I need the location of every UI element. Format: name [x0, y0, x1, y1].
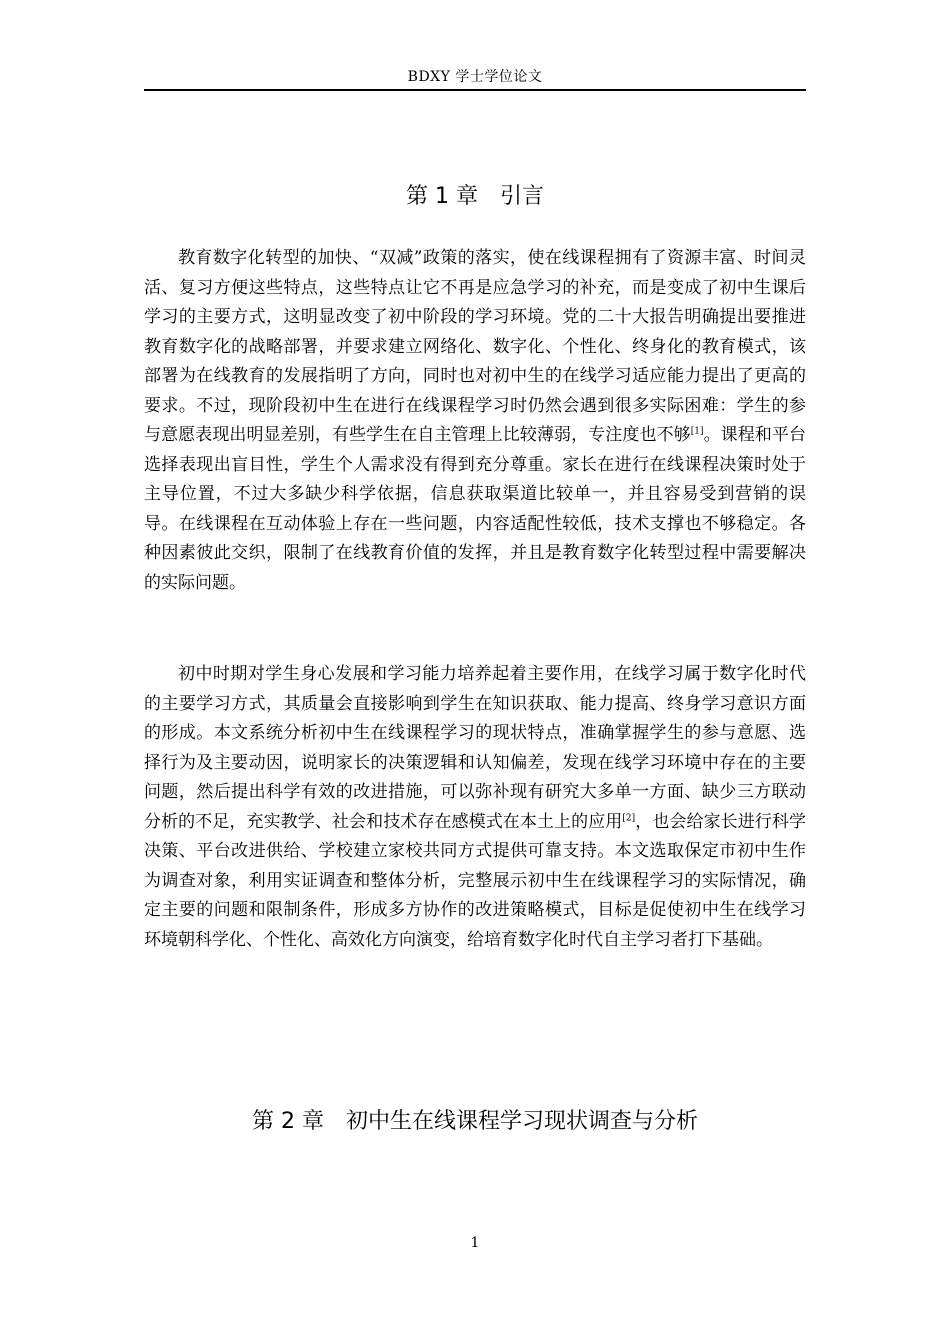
paragraph-2-text-b: ，也会给家长进行科学决策、平台改进供给、学校建立家校共同方式提供可靠支持。本文选取保定市初中生作为调查对象，利用实证调查和整体分析，完整展示初中生在线课程学习的实际情况，确定主要的问题和限制条件，形成多方协作的改进策略模式，目标是促使初中生在线学习环境朝科学化、个性化、高效化方向演变，给培育数字化时代自主学习者打下基础。	[144, 811, 807, 950]
paragraph-2-text-a: 初中时期对学生身心发展和学习能力培养起着主要作用，在线学习属于数字化时代的主要学习方式，其质量会直接影响到学生在知识获取、能力提高、终身学习意识方面的形成。本文系统分析初中生在线课程学习的现状特点，准确掌握学生的参与意愿、选择行为及主要动因，说明家长的决策逻辑和认知偏差，发现在线学习环境中存在的主要问题，然后提出科学有效的改进措施，可以弥补现有研究大多单一方面、缺少三方联动分析的不足，充实教学、社会和技术存在感模式在本土上的应用	[144, 664, 806, 832]
chapter-1-title: 引言	[499, 184, 544, 209]
page-number: 1	[470, 1235, 480, 1251]
citation-2: [2]	[622, 812, 636, 823]
paragraph-1-text-a: 教育数字化转型的加快、“双减”政策的落实，使在线课程拥有了资源丰富、时间灵活、复习方便这些特点，这些特点让它不再是应急学习的补充，而是变成了初中生课后学习的主要方式，这明显改变了初中阶段的学习环境。党的二十大报告明确提出要推进教育数字化的战略部署，并要求建立网络化、数字化、个性化、终身化的教育模式，该部署为在线教育的发展指明了方向，同时也对初中生的在线学习适应能力提出了更高的要求。不过，现阶段初中生在进行在线课程学习时仍然会遇到很多实际困难：学生的参与意愿表现出明显差别，有些学生在自主管理上比较薄弱，专注度也不够	[144, 248, 806, 445]
chapter-2-number: 第 2 章	[252, 1109, 324, 1134]
chapter-1-number: 第 1 章	[406, 184, 478, 209]
citation-1: [1]	[690, 426, 704, 437]
paragraph-1-text-b: 。课程和平台选择表现出盲目性，学生个人需求没有得到充分尊重。家长在进行在线课程决策时处于主导位置，不过大多缺少科学依据，信息获取渠道比较单一，并且容易受到营销的误导。在线课程在互动体验上存在一些问题，内容适配性较低，技术支撑也不够稳定。各种因素彼此交织，限制了在线教育价值的发挥，并且是教育数字化转型过程中需要解决的实际问题。	[144, 425, 807, 593]
chapter-2-title: 初中生在线课程学习现状调查与分析	[345, 1109, 698, 1134]
header-rule	[144, 89, 806, 91]
running-header: BDXY 学士学位论文	[407, 69, 543, 85]
chapter-1-heading	[144, 182, 806, 212]
chapter-2-heading	[144, 1107, 806, 1137]
paragraph-2	[144, 660, 806, 955]
paragraph-1	[144, 244, 806, 598]
